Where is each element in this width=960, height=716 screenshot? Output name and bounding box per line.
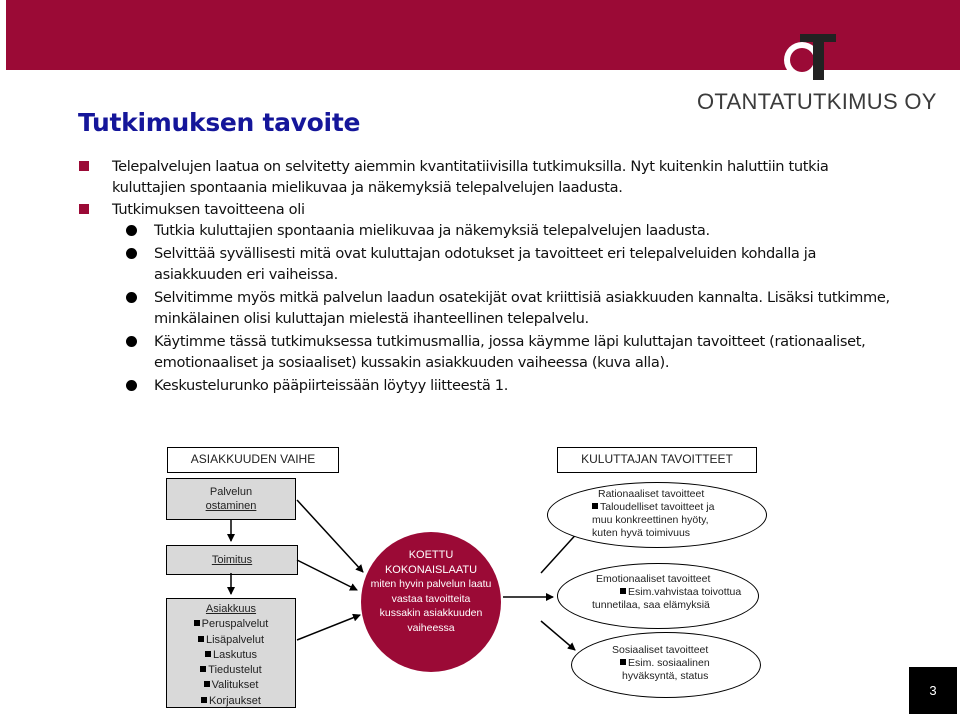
center-line: miten hyvin palvelun laatu — [370, 578, 492, 590]
sub-bullet-text: Käytimme tässä tutkimuksessa tutkimusmallia, jossa käymme läpi kuluttajan tavoitteet (rationaaliset, emotionaaliset ja sosiaaliset) kussakin asiakkuuden vaiheessa (kuva alla). — [154, 333, 866, 371]
center-line: vaiheessa — [407, 621, 455, 634]
square-bullet-icon — [592, 503, 598, 509]
social-title: Sosiaaliset tavoitteet — [612, 644, 709, 656]
list-item: Korjaukset — [167, 694, 295, 709]
sub-bullet-text: Selvitimme myös mitkä palvelun laadun osatekijät ovat kriittisiä asiakkuuden kannalta. Lisäksi tutkimme, minkälainen olisi kuluttajan mielestä ihanteellinen telepalvelu. — [154, 289, 890, 327]
arrow-delivery-to-center — [297, 560, 357, 590]
sub-bullet-text: Tutkia kuluttajien spontaania mielikuvaa ja näkemyksiä telepalvelujen laadusta. — [154, 222, 710, 239]
social-goals-ellipse — [571, 632, 761, 698]
goals-header: KULUTTAJAN TAVOITTEET — [557, 447, 757, 473]
rational-line: kuten hyvä toimivuus — [592, 527, 691, 539]
rational-line: Taloudelliset tavoitteet ja — [592, 501, 766, 514]
rational-title: Rationaaliset tavoitteet — [598, 488, 705, 500]
stage-customership-title: Asiakkuus — [205, 603, 257, 615]
arrow-customership-to-center — [297, 615, 360, 640]
rational-line: muu konkreettinen hyöty, — [592, 514, 709, 526]
social-line: hyväksyntä, status — [622, 670, 709, 682]
social-line: Esim. sosiaalinen — [620, 657, 760, 670]
company-name: OTANTATUTKIMUS OY — [697, 89, 937, 114]
center-title-2: KOKONAISLAATU — [384, 563, 478, 576]
arrow-center-to-social — [541, 621, 575, 650]
emotional-title: Emotionaaliset tavoitteet — [596, 573, 711, 585]
list-item: Valitukset — [167, 678, 295, 693]
square-bullet-icon — [620, 659, 626, 665]
stage-purchase-line1: Palvelun — [209, 486, 253, 498]
bullet-text: Telepalvelujen laatua on selvitetty aiemmin kvantitatiivisilla tutkimuksilla. Nyt kuitenkin haluttiin tutkia kuluttajien spontaania mielikuvaa ja näkemyksiä telepalvelujen laadusta. — [112, 158, 829, 196]
sub-bullet-text: Selvittää syvällisesti mitä ovat kuluttajan odotukset ja tavoitteet eri telepalveluiden kohdalla ja asiakkuuden eri vaiheissa. — [154, 245, 817, 283]
arrow-purchase-to-center — [297, 500, 363, 572]
emotional-line: tunnetilaa, saa elämyksiä — [592, 599, 710, 611]
list-item: Tiedustelut — [167, 663, 295, 678]
center-line: kussakin asiakkuuden — [379, 607, 483, 619]
stage-delivery: Toimitus — [166, 545, 298, 575]
bullet-text: Tutkimuksen tavoitteena oli — [112, 201, 305, 218]
list-item: Laskutus — [167, 648, 295, 663]
sub-bullet-text: Keskustelurunko pääpiirteissään löytyy liitteestä 1. — [154, 377, 508, 394]
page-title: Tutkimuksen tavoite — [78, 108, 361, 137]
list-item: Peruspalvelut — [167, 617, 295, 632]
list-item: Lisäpalvelut — [167, 633, 295, 648]
page-number: 3 — [909, 667, 957, 714]
square-bullet-icon — [620, 588, 626, 594]
center-line: vastaa tavoitteita — [391, 592, 471, 605]
rational-goals-ellipse — [547, 482, 767, 548]
stage-header: ASIAKKUUDEN VAIHE — [167, 447, 339, 473]
emotional-line: Esim.vahvistaa toivottua — [620, 586, 758, 599]
emotional-goals-ellipse — [557, 563, 759, 629]
stage-purchase-line2: ostaminen — [205, 500, 257, 512]
center-title-1: KOETTU — [408, 549, 454, 561]
perceived-quality-circle — [361, 532, 501, 672]
